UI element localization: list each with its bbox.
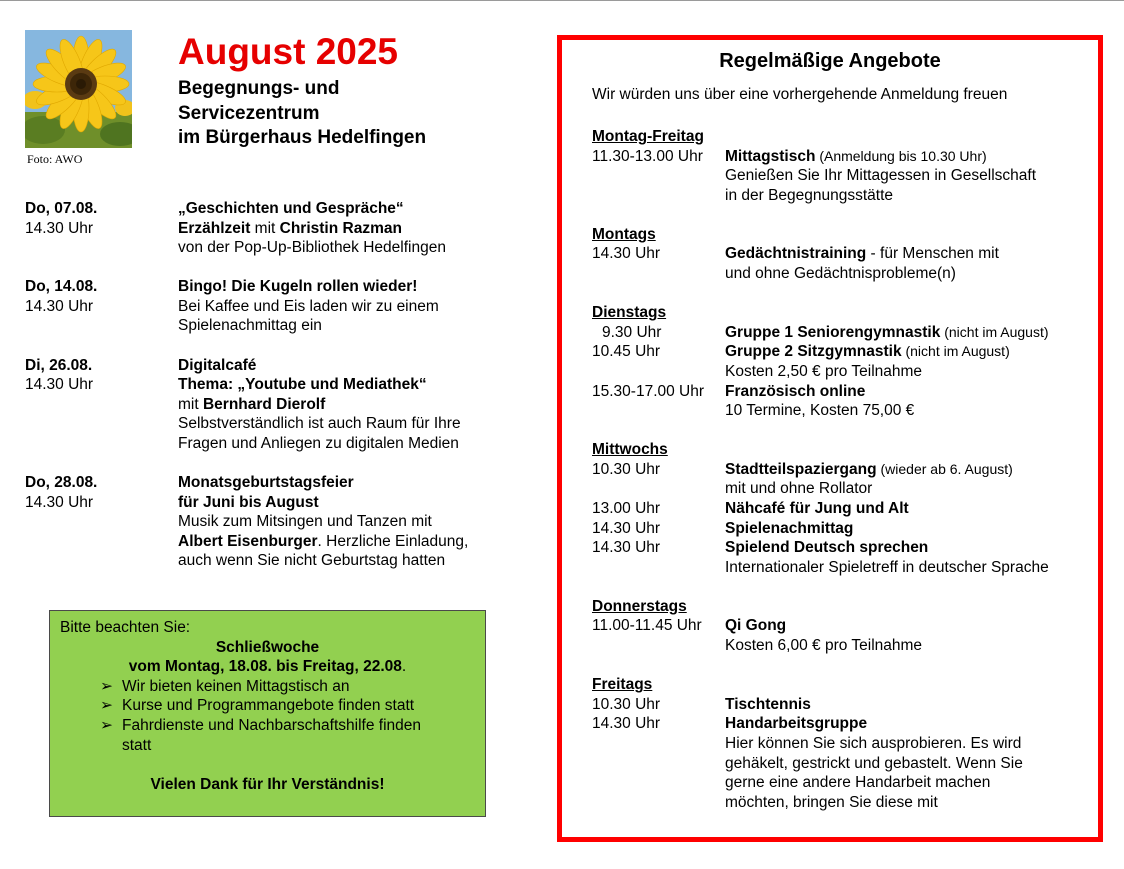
closure-notice <box>49 610 486 817</box>
event-line <box>178 219 525 239</box>
day-heading: Donnerstags <box>592 597 687 615</box>
offer-time-empty <box>592 754 725 774</box>
offer-title: Gruppe 1 Seniorengymnastik <box>725 323 941 341</box>
event-title: Monatsgeburtstagsfeier <box>178 474 354 492</box>
offer-desc: Kosten 6,00 € pro Teilnahme <box>725 637 923 655</box>
offer-row <box>592 754 1092 774</box>
event-time: 14.30 Uhr <box>25 219 94 237</box>
offer-time: 14.30 Uhr <box>592 715 661 733</box>
offer-note: (nicht im August) <box>940 323 1049 340</box>
event-line: Bei Kaffee und Eis laden wir zu einem <box>178 297 439 315</box>
offer-row <box>592 342 1092 362</box>
offer-title: Stadtteilspaziergang <box>725 460 877 478</box>
offer-time: 11.30-13.00 Uhr <box>592 147 703 165</box>
offer-time-empty <box>592 401 725 421</box>
notice-dates-end: . <box>401 658 407 676</box>
page-title: August 2025 <box>178 31 399 72</box>
offer-row <box>592 264 1092 284</box>
offer-detail <box>725 342 1092 362</box>
event-item <box>25 277 525 336</box>
offer-desc: möchten, bringen Sie diese mit <box>725 793 938 811</box>
offer-note: (nicht im August) <box>901 343 1010 360</box>
event-line-text: mit <box>178 395 203 413</box>
offer-row <box>592 519 1092 539</box>
offer-row <box>592 793 1092 813</box>
offer-detail <box>725 244 1092 264</box>
offer-time-empty <box>592 362 725 382</box>
offer-row <box>592 186 1092 206</box>
event-speaker: Christin Razman <box>279 219 402 237</box>
event-time: 14.30 Uhr <box>25 297 94 315</box>
bullet-text: Fahrdienste und Nachbarschaftshilfe finden <box>122 716 421 734</box>
event-line <box>178 532 525 552</box>
offer-title-rest: - für Menschen mit <box>866 245 999 263</box>
day-section-donnerstags <box>592 597 1092 656</box>
event-line-text: mit <box>250 219 280 237</box>
list-item <box>100 677 475 697</box>
day-section-dienstags <box>592 303 1092 421</box>
event-date: Do, 07.08. <box>25 200 98 217</box>
offer-desc: und ohne Gedächtnisprobleme(n) <box>725 265 956 283</box>
day-section-freitags <box>592 675 1092 812</box>
offer-detail <box>725 323 1092 343</box>
offer-row <box>592 244 1092 264</box>
offer-title: Qi Gong <box>725 617 787 635</box>
event-date: Do, 28.08. <box>25 474 98 492</box>
offers-subtitle: Wir würden uns über eine vorhergehende Anmeldung freuen <box>592 86 1008 103</box>
event-description <box>178 356 525 454</box>
offer-row <box>592 636 1092 656</box>
offer-row <box>592 382 1092 402</box>
notice-heading: Schließwoche <box>215 638 320 656</box>
offer-title: Handarbeitsgruppe <box>725 715 868 733</box>
event-date: Do, 14.08. <box>25 278 98 296</box>
event-list <box>25 199 525 591</box>
offer-note: (wieder ab 6. August) <box>876 460 1013 477</box>
day-section-mittwochs <box>592 440 1092 577</box>
notice-intro: Bitte beachten Sie: <box>60 619 191 636</box>
offer-time-empty <box>592 479 725 499</box>
notice-dates-bold: vom Montag, 18.08. bis Freitag, 22.08 <box>128 658 402 676</box>
event-date-column <box>25 356 178 454</box>
offer-title: Spielenachmittag <box>725 519 854 537</box>
offer-time-empty <box>592 166 725 186</box>
day-heading: Montag-Freitag <box>592 128 704 145</box>
event-line: Fragen und Anliegen zu digitalen Medien <box>178 434 459 452</box>
offer-title: Französisch online <box>725 382 866 400</box>
event-title: Digitalcafé <box>178 356 257 374</box>
offer-title: Nähcafé für Jung und Alt <box>725 500 909 517</box>
offer-desc: in der Begegnungsstätte <box>725 186 894 204</box>
notice-bullet-list <box>60 677 475 755</box>
sunflower-photo <box>25 30 132 148</box>
offer-row <box>592 558 1092 578</box>
event-description <box>178 473 525 571</box>
offer-row <box>592 499 1092 519</box>
offer-desc: Kosten 2,50 € pro Teilnahme <box>725 362 923 380</box>
offer-time: 9.30 Uhr <box>602 323 662 341</box>
offer-time-empty <box>592 264 725 284</box>
arrowhead-bullet-icon: ➢ <box>100 716 113 734</box>
event-line: Spielenachmittag ein <box>178 317 322 335</box>
offers-schedule <box>592 127 1092 832</box>
offer-desc: Internationaler Spieletreff in deutscher Sprache <box>725 558 1049 576</box>
offer-row <box>592 166 1092 186</box>
offer-time: 14.30 Uhr <box>592 245 661 263</box>
offer-desc: gerne eine andere Handarbeit machen <box>725 774 991 792</box>
day-heading: Montags <box>592 225 656 243</box>
offer-row <box>592 538 1092 558</box>
offer-time-empty <box>592 636 725 656</box>
photo-caption: Foto: AWO <box>27 152 83 166</box>
offer-title: Spielend Deutsch sprechen <box>725 539 929 557</box>
offer-detail <box>725 460 1092 480</box>
event-line: Thema: „Youtube und Mediathek“ <box>178 376 427 394</box>
event-title: „Geschichten und Gespräche“ <box>178 200 404 217</box>
day-heading: Dienstags <box>592 304 667 322</box>
event-date-column <box>25 199 178 258</box>
offer-time: 13.00 Uhr <box>592 500 661 517</box>
notice-thanks: Vielen Dank für Ihr Verständnis! <box>150 775 385 793</box>
event-line-bold: Erzählzeit <box>178 219 251 237</box>
event-date-column <box>25 473 178 571</box>
offer-title: Mittagstisch <box>725 147 816 165</box>
event-time: 14.30 Uhr <box>25 493 94 511</box>
day-heading: Freitags <box>592 676 653 694</box>
event-line <box>178 395 525 415</box>
event-line-text: . Herzliche Einladung, <box>317 532 469 550</box>
event-line: Selbstverständlich ist auch Raum für Ihre <box>178 415 461 433</box>
org-line: Begegnungs- und <box>178 78 340 99</box>
offer-title: Gedächtnistraining <box>725 245 867 263</box>
day-section-montag-freitag <box>592 127 1092 205</box>
offer-desc: gehäkelt, gestrickt und gebastelt. Wenn Sie <box>725 754 1023 772</box>
offer-desc: mit und ohne Rollator <box>725 480 873 498</box>
offer-row <box>592 147 1092 167</box>
offer-time: 14.30 Uhr <box>592 539 661 557</box>
offer-time-empty <box>592 186 725 206</box>
arrowhead-bullet-icon: ➢ <box>100 677 113 695</box>
offer-row <box>592 323 1092 343</box>
arrowhead-bullet-icon: ➢ <box>100 697 113 715</box>
event-description <box>178 199 525 258</box>
offer-time: 10.45 Uhr <box>592 343 661 361</box>
organisation-name <box>178 77 426 151</box>
offers-title: Regelmäßige Angebote <box>719 50 941 72</box>
bullet-text: statt <box>122 736 152 754</box>
event-date-column <box>25 277 178 336</box>
event-item <box>25 473 525 571</box>
list-item <box>100 716 475 755</box>
offer-row <box>592 616 1092 636</box>
offer-time: 11.00-11.45 Uhr <box>592 617 702 635</box>
offer-row <box>592 479 1092 499</box>
offer-time: 10.30 Uhr <box>592 460 661 478</box>
offer-detail <box>725 147 1092 167</box>
offer-row <box>592 362 1092 382</box>
offer-desc: 10 Termine, Kosten 75,00 € <box>725 402 915 420</box>
notice-dates <box>60 657 475 677</box>
list-item <box>100 696 475 716</box>
offer-row <box>592 401 1092 421</box>
bullet-text: Wir bieten keinen Mittagstisch an <box>122 677 350 695</box>
offer-time: 15.30-17.00 Uhr <box>592 382 705 400</box>
offer-row <box>592 773 1092 793</box>
top-rule <box>0 0 1124 1</box>
offer-time-empty <box>592 773 725 793</box>
day-heading: Mittwochs <box>592 441 668 459</box>
day-section-montags <box>592 225 1092 284</box>
event-speaker: Albert Eisenburger <box>178 532 318 550</box>
event-line: Musik zum Mitsingen und Tanzen mit <box>178 513 432 531</box>
event-item <box>25 199 525 258</box>
event-item <box>25 356 525 454</box>
event-title: Bingo! Die Kugeln rollen wieder! <box>178 278 418 296</box>
event-speaker: Bernhard Dierolf <box>202 395 326 413</box>
event-date: Di, 26.08. <box>25 356 93 374</box>
regular-offers-box <box>557 35 1103 842</box>
offer-title: Gruppe 2 Sitzgymnastik <box>725 343 902 361</box>
offer-row <box>592 460 1092 480</box>
offer-desc: Genießen Sie Ihr Mittagessen in Gesellschaft <box>725 167 1037 185</box>
event-line: auch wenn Sie nicht Geburtstag hatten <box>178 552 446 570</box>
event-time: 14.30 Uhr <box>25 376 94 394</box>
offer-row <box>592 714 1092 734</box>
offer-row <box>592 734 1092 754</box>
event-line: von der Pop-Up-Bibliothek Hedelfingen <box>178 239 446 257</box>
event-description <box>178 277 525 336</box>
bullet-text: Kurse und Programmangebote finden statt <box>122 697 415 715</box>
offer-time-empty <box>592 558 725 578</box>
offer-row <box>592 695 1092 715</box>
event-line: für Juni bis August <box>178 493 319 511</box>
offer-desc: Hier können Sie sich ausprobieren. Es wird <box>725 734 1022 752</box>
offer-time-empty <box>592 793 725 813</box>
offer-time: 14.30 Uhr <box>592 519 661 537</box>
offer-time: 10.30 Uhr <box>592 695 661 713</box>
offer-note: (Anmeldung bis 10.30 Uhr) <box>815 147 987 164</box>
org-line: Servicezentrum <box>178 102 320 124</box>
offer-time-empty <box>592 734 725 754</box>
offer-title: Tischtennis <box>725 695 811 713</box>
org-line: im Bürgerhaus Hedelfingen <box>178 127 427 148</box>
